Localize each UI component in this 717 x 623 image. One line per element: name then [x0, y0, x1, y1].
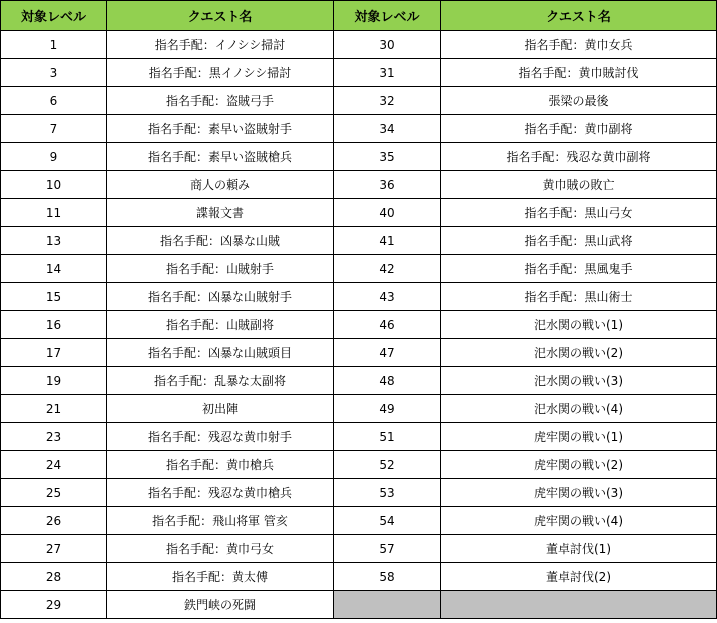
quest-table-body: [1, 31, 717, 619]
quest-name-cell-left: 鉄門峡の死闘: [107, 591, 334, 619]
level-cell-left: 7: [1, 115, 107, 143]
level-cell-left: 14: [1, 255, 107, 283]
level-cell-right: 53: [334, 479, 441, 507]
quest-name-cell-left: 諜報文書: [107, 199, 334, 227]
level-cell-left: 16: [1, 311, 107, 339]
table-row: [1, 563, 717, 591]
quest-name-cell-left: 指名手配：山賊副将: [107, 311, 334, 339]
quest-name-cell-left: 指名手配：イノシシ掃討: [107, 31, 334, 59]
table-row: [1, 423, 717, 451]
level-cell-right: 30: [334, 31, 441, 59]
level-cell-right: 32: [334, 87, 441, 115]
quest-name-cell-right: 指名手配：黒風鬼手: [441, 255, 717, 283]
table-row: [1, 395, 717, 423]
quest-name-cell-right: 指名手配：黒山弓女: [441, 199, 717, 227]
table-row: [1, 339, 717, 367]
level-cell-left: 11: [1, 199, 107, 227]
level-cell-right: 35: [334, 143, 441, 171]
quest-name-cell-right: 黄巾賊の敗亡: [441, 171, 717, 199]
quest-name-cell-left: 指名手配：黄巾弓女: [107, 535, 334, 563]
level-cell-left: 10: [1, 171, 107, 199]
quest-name-cell-left: 指名手配：乱暴な太副将: [107, 367, 334, 395]
quest-name-cell-right: 虎牢関の戦い(1): [441, 423, 717, 451]
level-cell-right: 43: [334, 283, 441, 311]
quest-name-cell-right: 指名手配：黒山武将: [441, 227, 717, 255]
level-cell-right: 46: [334, 311, 441, 339]
table-row: [1, 367, 717, 395]
table-row: [1, 227, 717, 255]
level-cell-right: 51: [334, 423, 441, 451]
quest-name-cell-right: 指名手配：黄巾副将: [441, 115, 717, 143]
quest-name-cell-right: 汜水関の戦い(2): [441, 339, 717, 367]
header-quest-left: クエスト名: [107, 1, 334, 31]
empty-cell: [441, 591, 717, 619]
quest-name-cell-left: 指名手配：黄太傅: [107, 563, 334, 591]
quest-name-cell-left: 指名手配：山賊射手: [107, 255, 334, 283]
quest-name-cell-left: 指名手配：残忍な黄巾射手: [107, 423, 334, 451]
table-row: [1, 451, 717, 479]
quest-name-cell-right: 汜水関の戦い(1): [441, 311, 717, 339]
level-cell-left: 21: [1, 395, 107, 423]
quest-name-cell-left: 初出陣: [107, 395, 334, 423]
header-row: [1, 1, 717, 31]
level-cell-left: 1: [1, 31, 107, 59]
quest-name-cell-right: 董卓討伐(1): [441, 535, 717, 563]
quest-name-cell-left: 指名手配：凶暴な山賊: [107, 227, 334, 255]
table-row: [1, 535, 717, 563]
level-cell-right: 36: [334, 171, 441, 199]
header-quest-right: クエスト名: [441, 1, 717, 31]
table-row: [1, 199, 717, 227]
table-row: [1, 311, 717, 339]
quest-name-cell-left: 指名手配：凶暴な山賊頭目: [107, 339, 334, 367]
quest-name-cell-right: 指名手配：黒山術士: [441, 283, 717, 311]
table-row: [1, 283, 717, 311]
level-cell-left: 13: [1, 227, 107, 255]
quest-name-cell-right: 指名手配：残忍な黄巾副将: [441, 143, 717, 171]
level-cell-right: 52: [334, 451, 441, 479]
table-row: [1, 479, 717, 507]
level-cell-left: 26: [1, 507, 107, 535]
quest-name-cell-left: 指名手配：凶暴な山賊射手: [107, 283, 334, 311]
level-cell-right: 48: [334, 367, 441, 395]
header-level-right: 対象レベル: [334, 1, 441, 31]
quest-name-cell-left: 指名手配：素早い盗賊槍兵: [107, 143, 334, 171]
quest-name-cell-right: 虎牢関の戦い(3): [441, 479, 717, 507]
level-cell-left: 24: [1, 451, 107, 479]
quest-name-cell-left: 指名手配：黒イノシシ掃討: [107, 59, 334, 87]
quest-name-cell-left: 商人の頼み: [107, 171, 334, 199]
quest-name-cell-left: 指名手配：盗賊弓手: [107, 87, 334, 115]
level-cell-right: 40: [334, 199, 441, 227]
table-row: [1, 507, 717, 535]
level-cell-left: 29: [1, 591, 107, 619]
quest-name-cell-right: 虎牢関の戦い(2): [441, 451, 717, 479]
quest-name-cell-right: 指名手配：黄巾女兵: [441, 31, 717, 59]
table-row: [1, 87, 717, 115]
level-cell-right: 47: [334, 339, 441, 367]
level-cell-right: 58: [334, 563, 441, 591]
level-cell-left: 19: [1, 367, 107, 395]
level-cell-left: 17: [1, 339, 107, 367]
quest-name-cell-right: 汜水関の戦い(4): [441, 395, 717, 423]
level-cell-right: 34: [334, 115, 441, 143]
level-cell-left: 15: [1, 283, 107, 311]
level-cell-right: 57: [334, 535, 441, 563]
quest-name-cell-right: 張梁の最後: [441, 87, 717, 115]
table-row: [1, 143, 717, 171]
quest-name-cell-left: 指名手配：飛山将軍 管亥: [107, 507, 334, 535]
quest-name-cell-left: 指名手配：黄巾槍兵: [107, 451, 334, 479]
quest-name-cell-right: 虎牢関の戦い(4): [441, 507, 717, 535]
level-cell-right: 54: [334, 507, 441, 535]
table-row: [1, 171, 717, 199]
level-cell-left: 23: [1, 423, 107, 451]
quest-name-cell-right: 董卓討伐(2): [441, 563, 717, 591]
quest-name-cell-left: 指名手配：残忍な黄巾槍兵: [107, 479, 334, 507]
table-row: [1, 255, 717, 283]
level-cell-left: 6: [1, 87, 107, 115]
level-cell-left: 25: [1, 479, 107, 507]
level-cell-right: 42: [334, 255, 441, 283]
level-cell-right: 41: [334, 227, 441, 255]
quest-name-cell-right: 指名手配：黄巾賊討伐: [441, 59, 717, 87]
level-cell-left: 9: [1, 143, 107, 171]
level-cell-left: 27: [1, 535, 107, 563]
level-cell-right: 31: [334, 59, 441, 87]
level-cell-right: 49: [334, 395, 441, 423]
table-row: [1, 59, 717, 87]
header-level-left: 対象レベル: [1, 1, 107, 31]
table-row: [1, 115, 717, 143]
level-cell-left: 3: [1, 59, 107, 87]
empty-cell: [334, 591, 441, 619]
level-cell-left: 28: [1, 563, 107, 591]
table-row: [1, 591, 717, 619]
table-row: [1, 31, 717, 59]
quest-name-cell-left: 指名手配：素早い盗賊射手: [107, 115, 334, 143]
quest-name-cell-right: 汜水関の戦い(3): [441, 367, 717, 395]
